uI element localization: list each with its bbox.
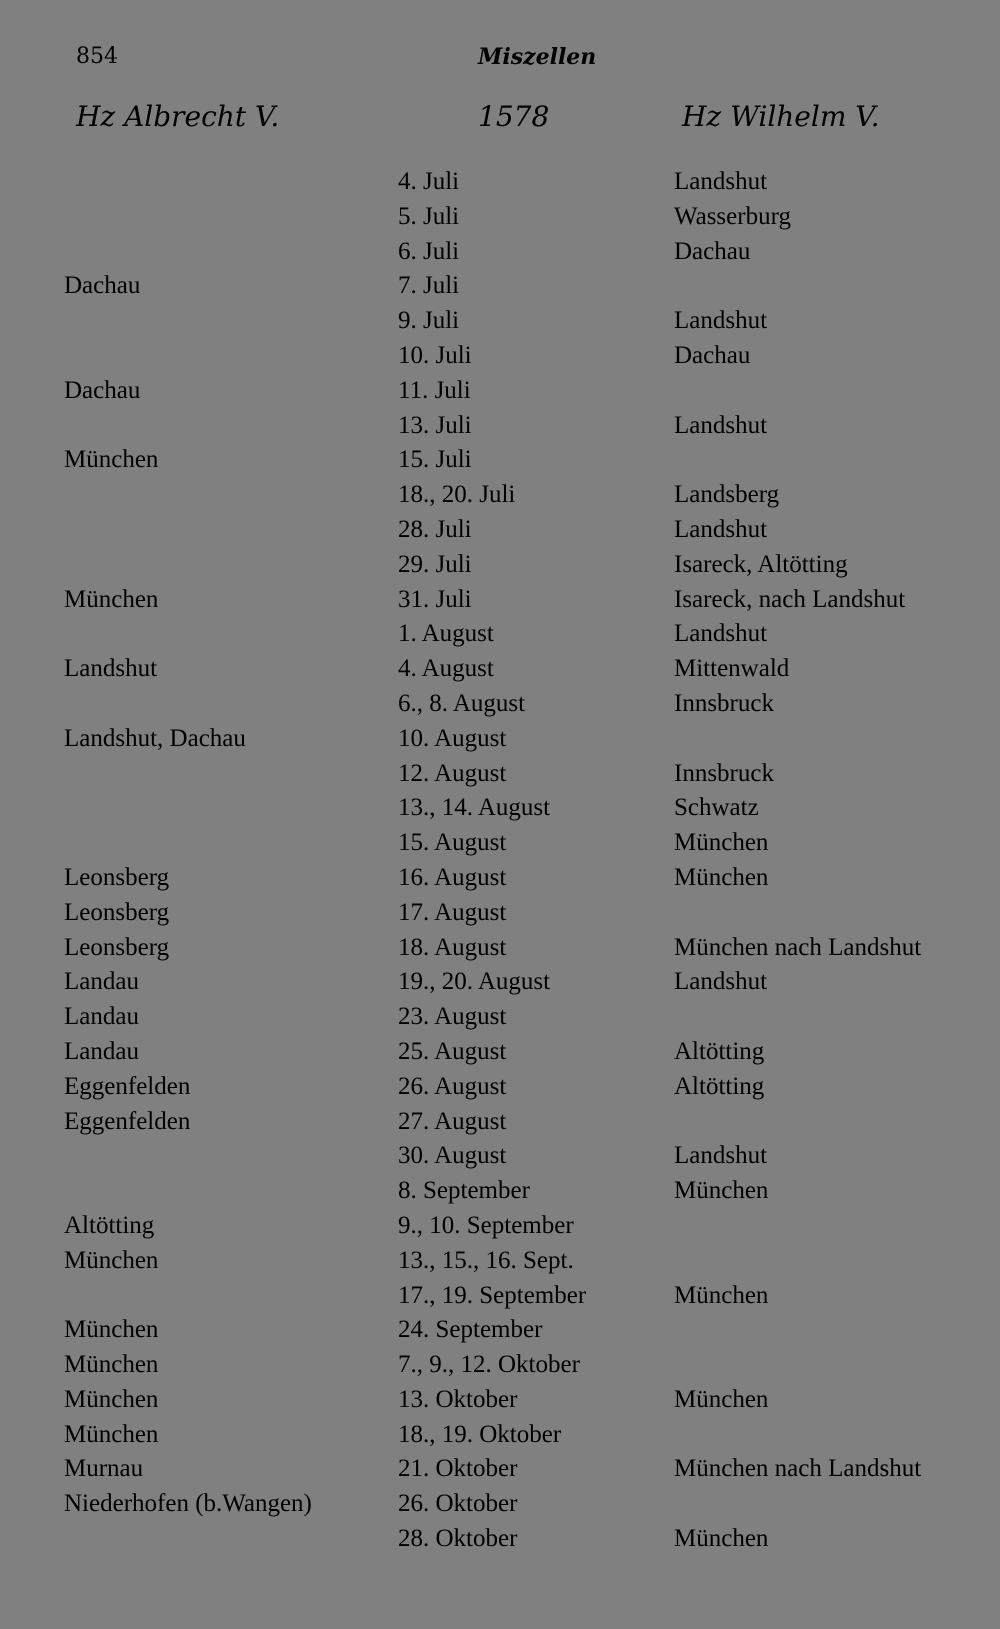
- table-row: [0, 655, 1000, 690]
- wilhelm-location: Landshut: [674, 515, 768, 543]
- albrecht-location: Dachau: [64, 272, 141, 300]
- wilhelm-location: Landshut: [674, 1142, 768, 1170]
- date-cell: 25. August: [398, 1037, 507, 1065]
- albrecht-location: München: [64, 1385, 159, 1413]
- table-row: [0, 690, 1000, 725]
- table-row: [0, 481, 1000, 516]
- table-row: [0, 446, 1000, 481]
- date-cell: 23. August: [398, 1003, 507, 1031]
- albrecht-location: München: [64, 446, 159, 474]
- table-row: [0, 342, 1000, 377]
- date-cell: 19., 20. August: [398, 968, 551, 996]
- table-row: [0, 1142, 1000, 1177]
- date-cell: 13. Oktober: [398, 1385, 518, 1413]
- date-cell: 15. August: [398, 829, 507, 857]
- date-cell: 4. Juli: [398, 168, 460, 195]
- albrecht-location: Eggenfelden: [64, 1107, 191, 1135]
- date-cell: 9., 10. September: [398, 1211, 574, 1239]
- wilhelm-location: München: [674, 1385, 769, 1413]
- date-cell: 16. August: [398, 863, 507, 891]
- albrecht-location: München: [64, 1420, 159, 1448]
- table-row: [0, 760, 1000, 795]
- table-row: [0, 794, 1000, 829]
- column-header-year: 1578: [478, 100, 550, 133]
- albrecht-location: Eggenfelden: [64, 1072, 191, 1100]
- date-cell: 11. Juli: [398, 376, 471, 404]
- date-cell: 1. August: [398, 620, 494, 648]
- table-row: [0, 1455, 1000, 1490]
- date-cell: 18., 19. Oktober: [398, 1420, 562, 1448]
- wilhelm-location: Landshut: [674, 411, 768, 439]
- date-cell: 5. Juli: [398, 202, 460, 230]
- wilhelm-location: Landshut: [674, 307, 768, 335]
- albrecht-location: Landshut, Dachau: [64, 724, 246, 752]
- wilhelm-location: Altötting: [674, 1072, 765, 1100]
- albrecht-location: Dachau: [64, 376, 141, 404]
- date-cell: 29. Juli: [398, 550, 472, 578]
- table-row: [0, 725, 1000, 760]
- table-row: [0, 1212, 1000, 1247]
- albrecht-location: Leonsberg: [64, 863, 170, 891]
- table-row: [0, 1247, 1000, 1282]
- wilhelm-location: Mittenwald: [674, 655, 790, 683]
- date-cell: 28. Juli: [398, 515, 472, 543]
- table-row: [0, 864, 1000, 899]
- wilhelm-location: München: [674, 1281, 769, 1309]
- table-row: [0, 1038, 1000, 1073]
- date-cell: 28. Oktober: [398, 1525, 518, 1553]
- date-cell: 30. August: [398, 1142, 507, 1170]
- wilhelm-location: Dachau: [674, 237, 751, 265]
- albrecht-location: Landau: [64, 1037, 139, 1065]
- table-row: [0, 551, 1000, 586]
- date-cell: 27. August: [398, 1107, 507, 1135]
- table-row: [0, 1316, 1000, 1351]
- wilhelm-location: Landshut: [674, 968, 768, 996]
- table-row: [0, 1003, 1000, 1038]
- date-cell: 10. August: [398, 724, 507, 752]
- table-row: [0, 934, 1000, 969]
- date-cell: 13. Juli: [398, 411, 472, 439]
- running-head: Miszellen: [478, 44, 597, 70]
- wilhelm-location: München: [674, 829, 769, 857]
- column-header-wilhelm: Hz Wilhelm V.: [682, 100, 880, 133]
- table-row: [0, 1525, 1000, 1560]
- albrecht-location: Altötting: [64, 1211, 155, 1239]
- albrecht-location: Leonsberg: [64, 933, 170, 961]
- date-cell: 12. August: [398, 759, 507, 787]
- date-cell: 8. September: [398, 1177, 530, 1205]
- wilhelm-location: Landsberg: [674, 481, 780, 509]
- wilhelm-location: Innsbruck: [674, 689, 774, 717]
- albrecht-location: Niederhofen (b.Wangen): [64, 1490, 312, 1518]
- wilhelm-location: Landshut: [674, 620, 768, 648]
- date-cell: 9. Juli: [398, 307, 460, 335]
- wilhelm-location: München: [674, 1177, 769, 1205]
- date-cell: 10. Juli: [398, 341, 472, 369]
- table-row: [0, 272, 1000, 307]
- date-cell: 7. Juli: [398, 272, 460, 300]
- table-row: [0, 238, 1000, 273]
- table-row: [0, 1421, 1000, 1456]
- albrecht-location: München: [64, 1351, 159, 1379]
- table-row: [0, 1351, 1000, 1386]
- table-row: [0, 620, 1000, 655]
- albrecht-location: Leonsberg: [64, 898, 170, 926]
- table-row: [0, 203, 1000, 238]
- table-row: [0, 307, 1000, 342]
- albrecht-location: München: [64, 1246, 159, 1274]
- albrecht-location: Landshut: [64, 655, 158, 683]
- wilhelm-location: Landshut: [674, 168, 768, 195]
- table-row: [0, 1177, 1000, 1212]
- wilhelm-location: Isareck, nach Landshut: [674, 585, 906, 613]
- date-cell: 26. Oktober: [398, 1490, 518, 1518]
- albrecht-location: Landau: [64, 1003, 139, 1031]
- date-cell: 17., 19. September: [398, 1281, 587, 1309]
- wilhelm-location: Dachau: [674, 341, 751, 369]
- table-row: [0, 412, 1000, 447]
- table-row: [0, 1386, 1000, 1421]
- date-cell: 4. August: [398, 655, 494, 683]
- page-number: 854: [76, 44, 118, 69]
- table-row: [0, 829, 1000, 864]
- date-cell: 21. Oktober: [398, 1455, 518, 1483]
- date-cell: 18. August: [398, 933, 507, 961]
- date-cell: 15. Juli: [398, 446, 472, 474]
- date-cell: 18., 20. Juli: [398, 481, 516, 509]
- albrecht-location: München: [64, 585, 159, 613]
- table-row: [0, 1282, 1000, 1317]
- wilhelm-location: München nach Landshut: [674, 933, 922, 961]
- table-row: [0, 899, 1000, 934]
- date-cell: 17. August: [398, 898, 507, 926]
- date-cell: 6. Juli: [398, 237, 460, 265]
- date-cell: 24. September: [398, 1316, 543, 1344]
- table-row: [0, 586, 1000, 621]
- date-cell: 26. August: [398, 1072, 507, 1100]
- table-row: [0, 377, 1000, 412]
- column-header-albrecht: Hz Albrecht V.: [76, 100, 280, 133]
- table-row: [0, 968, 1000, 1003]
- albrecht-location: München: [64, 1316, 159, 1344]
- wilhelm-location: München: [674, 1525, 769, 1553]
- wilhelm-location: Altötting: [674, 1037, 765, 1065]
- table-row: [0, 516, 1000, 551]
- table-row: [0, 1490, 1000, 1525]
- wilhelm-location: Innsbruck: [674, 759, 774, 787]
- date-cell: 6., 8. August: [398, 689, 526, 717]
- albrecht-location: Murnau: [64, 1455, 144, 1483]
- wilhelm-location: München nach Landshut: [674, 1455, 922, 1483]
- date-cell: 13., 14. August: [398, 794, 551, 822]
- wilhelm-location: Isareck, Altötting: [674, 550, 848, 578]
- wilhelm-location: München: [674, 863, 769, 891]
- table-row: [0, 1073, 1000, 1108]
- date-cell: 13., 15., 16. Sept.: [398, 1246, 574, 1274]
- wilhelm-location: Wasserburg: [674, 202, 791, 230]
- wilhelm-location: Schwatz: [674, 794, 759, 822]
- table-row: [0, 168, 1000, 203]
- date-cell: 31. Juli: [398, 585, 472, 613]
- itinerary-table: [0, 168, 1000, 1560]
- albrecht-location: Landau: [64, 968, 139, 996]
- table-row: [0, 1108, 1000, 1143]
- date-cell: 7., 9., 12. Oktober: [398, 1351, 580, 1379]
